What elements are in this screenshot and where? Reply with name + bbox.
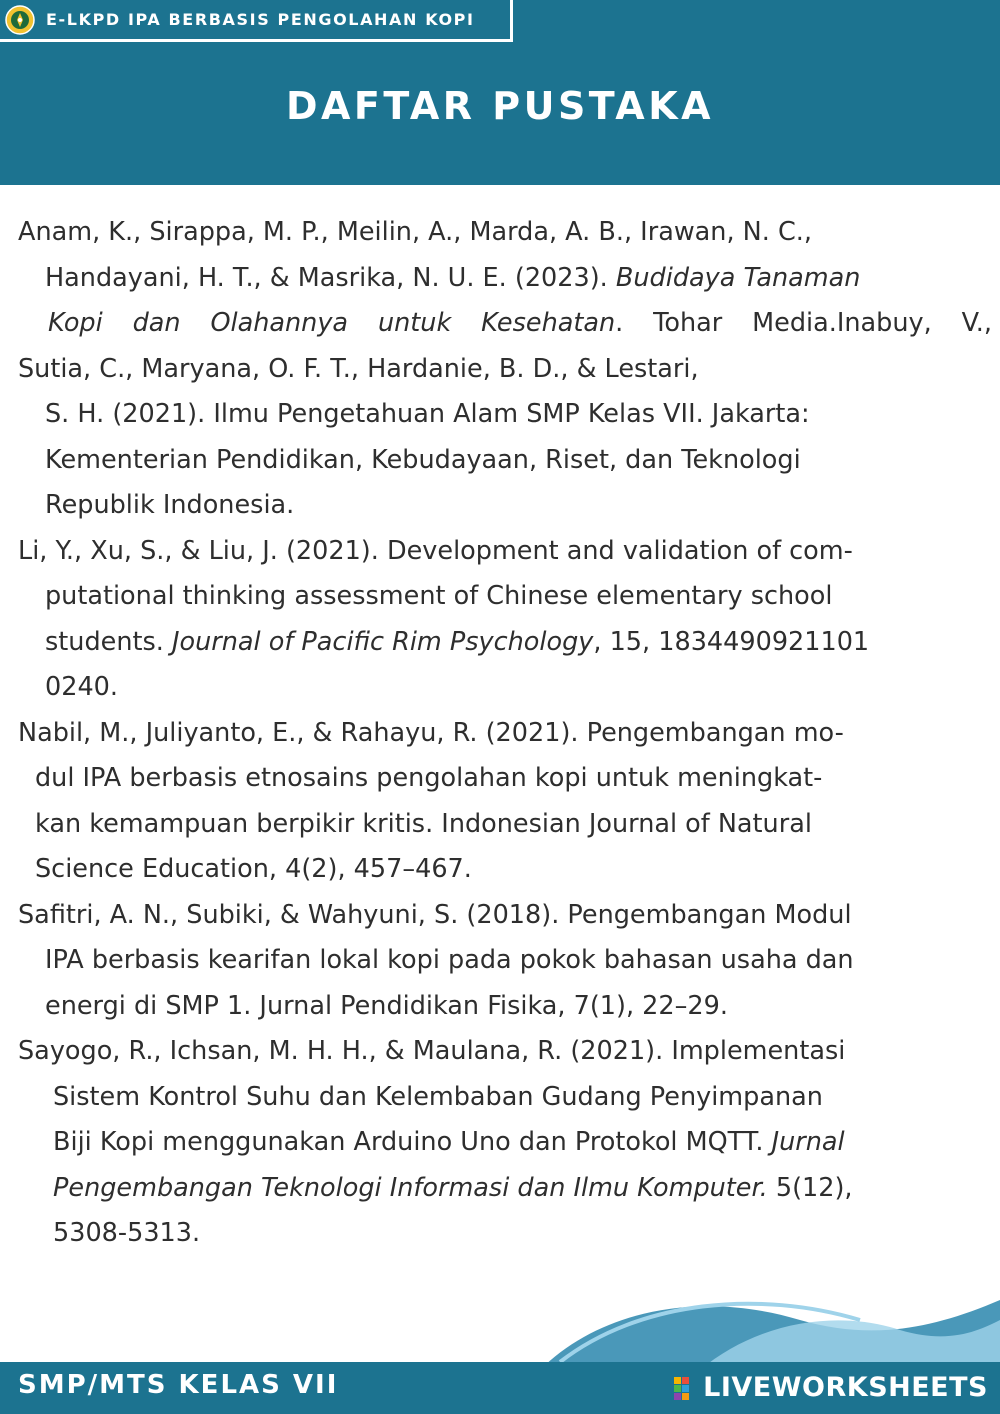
reference-entry — [18, 210, 992, 529]
grade-label: SMP/MTS KELAS VII — [18, 1370, 339, 1400]
reference-line — [18, 256, 992, 302]
reference-line: Sutia, C., Maryana, O. F. T., Hardanie, B. D., & Lestari, — [18, 353, 699, 384]
reference-text: . Tohar Media.Inabuy, V., — [615, 308, 992, 338]
reference-text: , 15, 1834490921101 — [593, 626, 870, 657]
reference-line: Kementerian Pendidikan, Kebudayaan, Riset, dan Teknologi — [45, 444, 801, 475]
reference-line: Science Education, 4(2), 457–467. — [35, 854, 472, 884]
reference-line: dul IPA berbasis etnosains pengolahan kopi untuk meningkat- — [35, 763, 823, 793]
reference-text: Handayani, H. T., & Masrika, N. U. E. (2023). — [45, 262, 608, 293]
brand-label: LIVEWORKSHEETS — [703, 1372, 988, 1403]
book-title: Budidaya Tanaman — [615, 262, 861, 293]
reference-entry — [18, 893, 992, 1030]
reference-line: kan kemampuan berpikir kritis. Indonesian Journal of Natural — [35, 808, 812, 839]
reference-text: students. — [45, 626, 164, 657]
reference-line: IPA berbasis kearifan lokal kopi pada pokok bahasan usaha dan — [45, 945, 854, 975]
reference-line: Li, Y., Xu, S., & Liu, J. (2021). Development and validation of com- — [18, 535, 853, 566]
reference-line: putational thinking assessment of Chinese elementary school — [45, 581, 833, 611]
page-title: DAFTAR PUSTAKA — [285, 84, 715, 128]
decorative-wave — [0, 1290, 1000, 1370]
liveworksheets-link[interactable] — [673, 1372, 988, 1403]
reference-line — [18, 1120, 992, 1166]
reference-line: 5308-5313. — [53, 1218, 201, 1248]
reference-line: Anam, K., Sirappa, M. P., Meilin, A., Marda, A. B., Irawan, N. C., — [18, 217, 812, 247]
reference-line: energi di SMP 1. Jurnal Pendidikan Fisika, 7(1), 22–29. — [45, 990, 728, 1021]
reference-text: Biji Kopi menggunakan Arduino Uno dan Protokol MQTT. — [53, 1127, 764, 1157]
reference-line: Republik Indonesia. — [45, 490, 295, 520]
reference-line — [18, 1166, 992, 1212]
reference-line — [18, 301, 992, 347]
reference-line: Sistem Kontrol Suhu dan Kelembaban Gudang Penyimpanan — [53, 1081, 823, 1112]
book-title: Kopi dan Olahannya untuk Kesehatan — [48, 308, 616, 338]
liveworksheets-logo-icon — [673, 1375, 699, 1401]
reference-line: Sayogo, R., Ichsan, M. H. H., & Maulana, R. (2021). Implementasi — [18, 1036, 846, 1066]
reference-line — [18, 620, 992, 666]
reference-entry — [18, 529, 992, 711]
reference-line: S. H. (2021). Ilmu Pengetahuan Alam SMP Kelas VII. Jakarta: — [45, 399, 810, 429]
document-tag: E-LKPD IPA BERBASIS PENGOLAHAN KOPI — [46, 10, 475, 29]
reference-line: Safitri, A. N., Subiki, & Wahyuni, S. (2018). Pengembangan Modul — [18, 899, 852, 930]
reference-list — [18, 210, 992, 1257]
journal-title: Jurnal — [771, 1127, 845, 1157]
reference-text: 5(12), — [775, 1172, 853, 1203]
reference-line: Nabil, M., Juliyanto, E., & Rahayu, R. (2021). Pengembangan mo- — [18, 717, 844, 748]
reference-entry — [18, 1029, 992, 1257]
top-tag — [0, 0, 513, 42]
university-seal-icon — [4, 4, 36, 36]
journal-title: Pengembangan Teknologi Informasi dan Ilmu Komputer. — [53, 1172, 768, 1203]
reference-line: 0240. — [45, 672, 119, 702]
journal-title: Journal of Pacific Rim Psychology — [171, 626, 594, 657]
reference-entry — [18, 711, 992, 893]
